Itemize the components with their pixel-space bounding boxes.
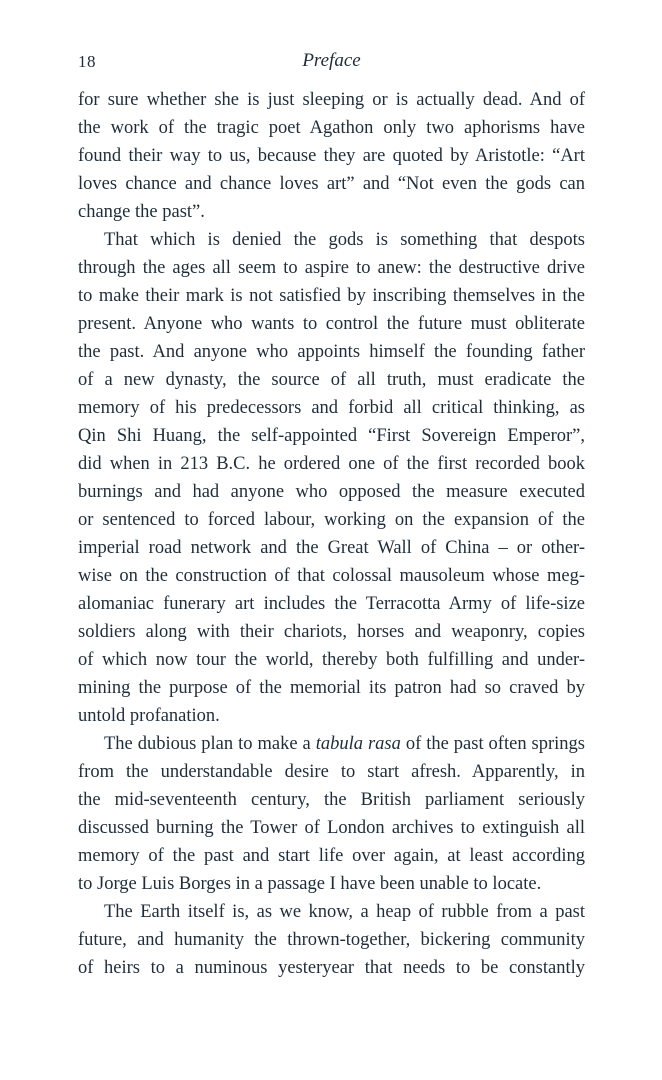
text-line: or sentenced to forced labour, working on the expansion of the [78, 510, 585, 530]
text-line: of heirs to a numinous yesteryear that needs to be constantly [78, 958, 585, 978]
text-line: to make their mark is not satisfied by inscribing themselves in the [78, 286, 585, 306]
text-line: That which is denied the gods is something that despots [104, 230, 585, 250]
text-line: burnings and had anyone who opposed the measure executed [78, 482, 585, 502]
text-line: memory of his predecessors and forbid all critical thinking, as [78, 398, 585, 418]
italic-phrase: tabula rasa [315, 734, 401, 754]
paragraph [78, 898, 585, 982]
running-header-title: Preface [302, 50, 361, 71]
text-line: for sure whether she is just sleeping or is actually dead. And of [78, 90, 585, 110]
text-line: loves chance and chance loves art” and “Not even the gods can [78, 174, 585, 194]
text-line: of which now tour the world, thereby both fulfilling and under- [78, 650, 585, 670]
text-line: alomaniac funerary art includes the Terracotta Army of life-size [78, 594, 585, 614]
paragraph [78, 730, 585, 898]
text-line: present. Anyone who wants to control the future must obliterate [78, 314, 585, 334]
text-line: discussed burning the Tower of London archives to extinguish all [78, 818, 585, 838]
text-line: untold profanation. [78, 706, 220, 726]
text-line: The dubious plan to make a tabula rasa of the past often springs [104, 734, 585, 754]
text-line: did when in 213 B.C. he ordered one of the first recorded book [78, 454, 585, 474]
text-line: the work of the tragic poet Agathon only two aphorisms have [78, 118, 585, 138]
page-number: 18 [78, 52, 96, 71]
text-line: mining the purpose of the memorial its patron had so craved by [78, 678, 585, 698]
paragraph [78, 226, 585, 730]
text-line: soldiers along with their chariots, horses and weaponry, copies [78, 622, 585, 642]
page-header [78, 50, 585, 74]
body-text [78, 86, 585, 982]
text-line: of a new dynasty, the source of all truth, must eradicate the [78, 370, 585, 390]
text-line: through the ages all seem to aspire to anew: the destructive drive [78, 258, 585, 278]
text-line: Qin Shi Huang, the self-appointed “First Sovereign Emperor”, [78, 426, 585, 446]
text-line: imperial road network and the Great Wall of China – or other- [78, 538, 585, 558]
text-line: from the understandable desire to start afresh. Apparently, in [78, 762, 585, 782]
text-line: found their way to us, because they are quoted by Aristotle: “Art [78, 146, 585, 166]
paragraph [78, 86, 585, 226]
text-line: to Jorge Luis Borges in a passage I have been unable to locate. [78, 874, 542, 894]
text-line: change the past”. [78, 202, 205, 222]
text-line: memory of the past and start life over again, at least according [78, 846, 585, 866]
text-line: wise on the construction of that colossal mausoleum whose meg- [78, 566, 585, 586]
text-line: future, and humanity the thrown-together, bickering community [78, 930, 585, 950]
text-line: the past. And anyone who appoints himself the founding father [78, 342, 585, 362]
text-line: the mid-seventeenth century, the British parliament seriously [78, 790, 585, 810]
text-line: The Earth itself is, as we know, a heap of rubble from a past [104, 902, 585, 922]
